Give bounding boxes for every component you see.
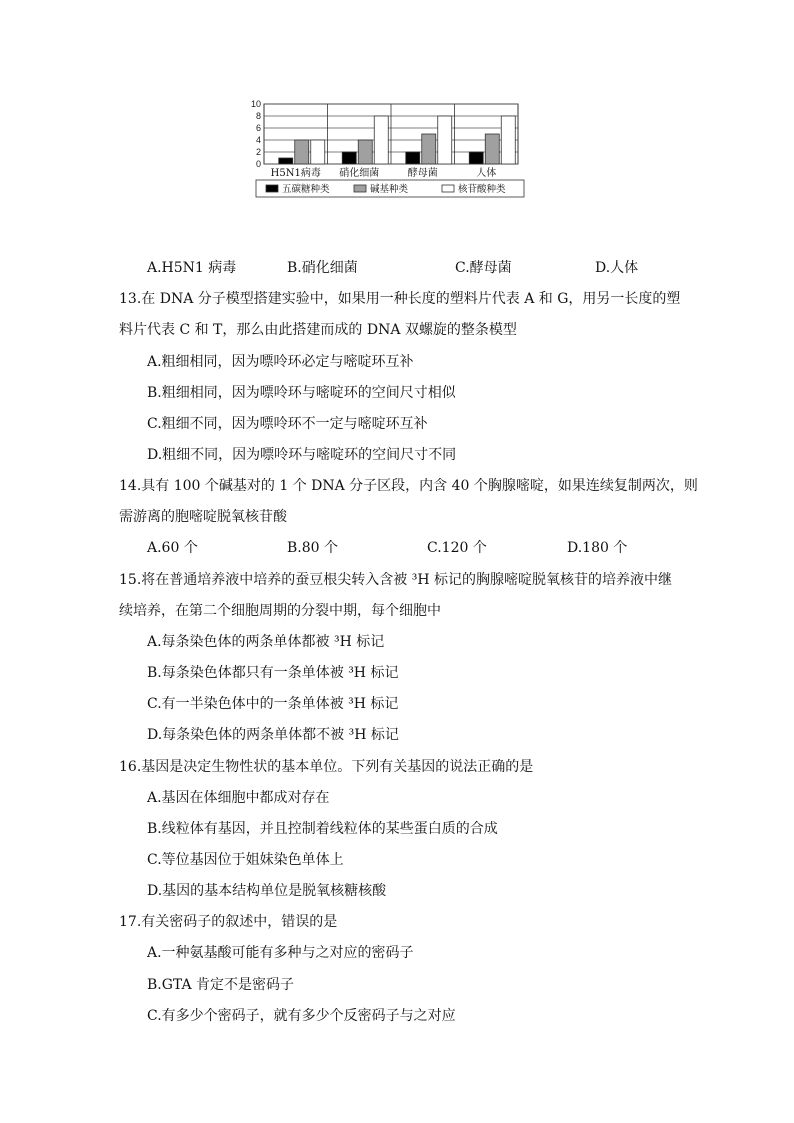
bar	[406, 152, 420, 164]
y-tick-label: 6	[255, 123, 261, 133]
bar	[358, 140, 372, 164]
q12-option-b: B.硝化细菌	[287, 260, 358, 276]
legend-swatch	[266, 185, 278, 192]
q13-option-b: B.粗细相同，因为嘌呤环与嘧啶环的空间尺寸相似	[147, 385, 456, 401]
x-axis-labels	[271, 166, 497, 179]
q14-option-d: D.180 个	[567, 540, 628, 556]
q12-option-d: D.人体	[595, 260, 639, 276]
q15-option-c: C.有一半染色体中的一条单体被 ³H 标记	[147, 696, 399, 712]
y-tick-label: 4	[255, 135, 261, 145]
q14-stem-line1: 14.具有 100 个碱基对的 1 个 DNA 分子区段，内含 40 个胸腺嘧啶，如果连续复制两次，则	[119, 478, 698, 494]
q14-option-a: A.60 个	[147, 540, 198, 556]
q14-option-c: C.120 个	[427, 540, 487, 556]
y-tick-label: 10	[250, 99, 261, 109]
bar	[422, 134, 436, 164]
q15-option-d: D.每条染色体的两条单体都不被 ³H 标记	[147, 727, 399, 743]
bar	[295, 140, 309, 164]
q16-stem: 16.基因是决定生物性状的基本单位。下列有关基因的说法正确的是	[119, 759, 534, 775]
bar	[485, 134, 499, 164]
q13-option-a: A.粗细相同，因为嘌呤环必定与嘧啶环互补	[147, 354, 414, 370]
q12-option-c: C.酵母菌	[455, 260, 512, 276]
bar	[501, 116, 515, 164]
legend-swatch	[354, 185, 366, 192]
y-tick-label: 0	[255, 159, 261, 169]
bar	[469, 152, 483, 164]
q15-option-a: A.每条染色体的两条单体都被 ³H 标记	[147, 634, 385, 650]
q15-option-b: B.每条染色体都只有一条单体被 ³H 标记	[147, 665, 399, 681]
q13-stem-line2: 料片代表 C 和 T，那么由此搭建而成的 DNA 双螺旋的整条模型	[119, 322, 517, 338]
plot-area	[264, 104, 518, 164]
y-tick-label: 8	[255, 111, 261, 121]
x-tick-label: 酵母菌	[407, 168, 438, 179]
legend	[256, 180, 524, 197]
q17-option-a: A.一种氨基酸可能有多种与之对应的密码子	[147, 945, 414, 961]
q14-option-b: B.80 个	[287, 540, 339, 556]
q17-stem: 17.有关密码子的叙述中，错误的是	[119, 914, 338, 930]
x-tick-label: 硝化细菌	[339, 168, 380, 179]
q17-option-c: C.有多少个密码子，就有多少个反密码子与之对应	[147, 1008, 456, 1024]
bar	[279, 158, 293, 164]
q14-stem-line2: 需游离的胞嘧啶脱氧核苷酸	[119, 509, 287, 525]
q15-stem-line2: 续培养，在第二个细胞周期的分裂中期，每个细胞中	[119, 603, 441, 619]
q17-option-b: B.GTA 肯定不是密码子	[147, 977, 295, 993]
q16-option-c: C.等位基因位于姐妹染色单体上	[147, 852, 344, 868]
y-tick-label: 2	[255, 147, 261, 157]
y-axis	[251, 99, 261, 169]
q12-option-a: A.H5N1 病毒	[147, 260, 237, 276]
q13-option-c: C.粗细不同，因为嘌呤环不一定与嘧啶环互补	[147, 416, 428, 432]
legend-label: 碱基种类	[370, 184, 409, 195]
legend-label: 核苷酸种类	[458, 184, 506, 195]
bar	[342, 152, 356, 164]
q16-option-a: A.基因在体细胞中都成对存在	[147, 790, 330, 806]
legend-swatch	[442, 185, 454, 192]
legend-label: 五碳糖种类	[282, 184, 330, 195]
bar	[311, 140, 325, 164]
q16-option-d: D.基因的基本结构单位是脱氧核糖核酸	[147, 883, 387, 899]
q13-stem-line1: 13.在 DNA 分子模型搭建实验中，如果用一种长度的塑料片代表 A 和 G，用另一长度的塑	[119, 291, 681, 307]
x-tick-label: 人体	[476, 168, 497, 179]
bar	[438, 116, 452, 164]
bar-chart	[236, 96, 536, 202]
q15-stem-line1: 15.将在普通培养液中培养的蚕豆根尖转入含被 ³H 标记的胸腺嘧啶脱氧核苷的培养液中继	[119, 572, 672, 588]
q13-option-d: D.粗细不同，因为嘌呤环与嘧啶环的空间尺寸不同	[147, 447, 457, 463]
bar	[374, 116, 388, 164]
x-tick-label: H5N1病毒	[270, 168, 321, 179]
q16-option-b: B.线粒体有基因，并且控制着线粒体的某些蛋白质的合成	[147, 821, 498, 837]
